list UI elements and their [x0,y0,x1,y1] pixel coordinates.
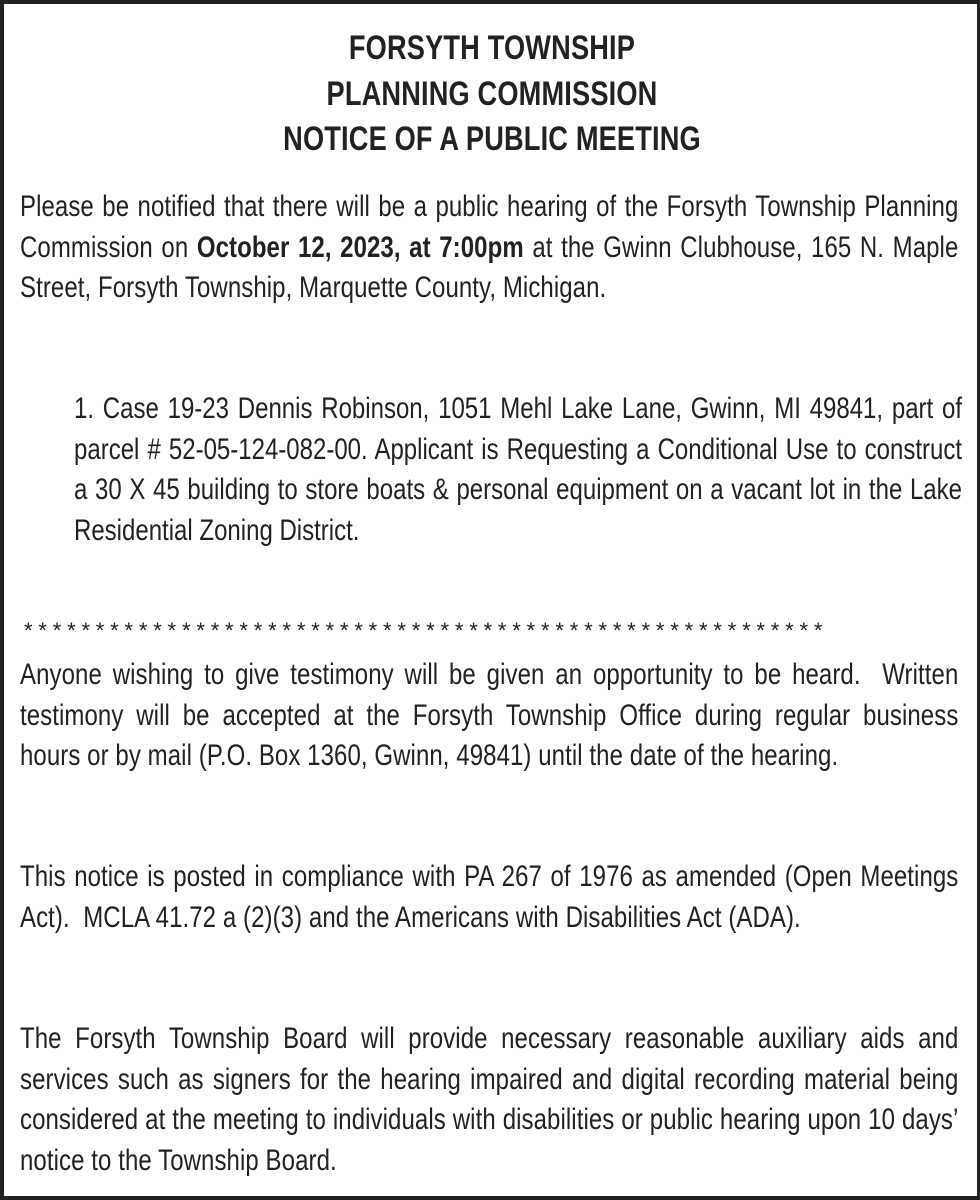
accessibility-text: The Forsyth Township Board will provide necessary reasonable auxiliary aids and services such as signers for the hearing impaired and digital recording material being considered at the meeting to individuals with disabilities or public hearing upon 10 days’ notice to the Township Board. [20,1022,959,1177]
intro-paragraph [20,187,958,309]
heading-notice-title: NOTICE OF A PUBLIC MEETING [283,120,701,158]
intro-text-before: Please be notified that there will be a public hearing of the Forsyth Township Planning Commission on [20,190,959,264]
heading-township: FORSYTH TOWNSHIP [348,29,636,67]
notice-heading [4,26,980,163]
case-list [74,389,962,551]
meeting-date-time: October 12, 2023, at 7:00pm [196,230,524,264]
separator-asterisks: ******************************************************** [24,618,829,643]
testimony-text: Anyone wishing to give testimony will be given an opportunity to be heard. Written testimony will be accepted at the Forsyth Township Office during regular business hours or by mail (P.O. Box 1360, Gwinn, 49841) until the date of the hearing. [20,658,966,772]
accessibility-paragraph [20,1019,958,1181]
case-item: 1. Case 19-23 Dennis Robinson, 1051 Mehl Lake Lane, Gwinn, MI 49841, part of parcel # 52-05-124-082-00. Applicant is Requesting a Conditional Use to construct a 30 X 45 building to store boats & personal equipment on a vacant lot in the Lake Residential Zoning District. [74,392,962,547]
heading-commission: PLANNING COMMISSION [326,74,658,113]
testimony-paragraph [20,655,966,777]
compliance-text: This notice is posted in compliance with PA 267 of 1976 as amended (Open Meetings Act). MCLA 41.72 a (2)(3) and the Americans with Disabilities Act (ADA). [20,860,964,934]
compliance-paragraph [20,857,964,938]
intro-text-after: at the Gwinn Clubhouse, 165 N. Maple Street, Forsyth Township, Marquette County, Michigan. [20,230,959,304]
